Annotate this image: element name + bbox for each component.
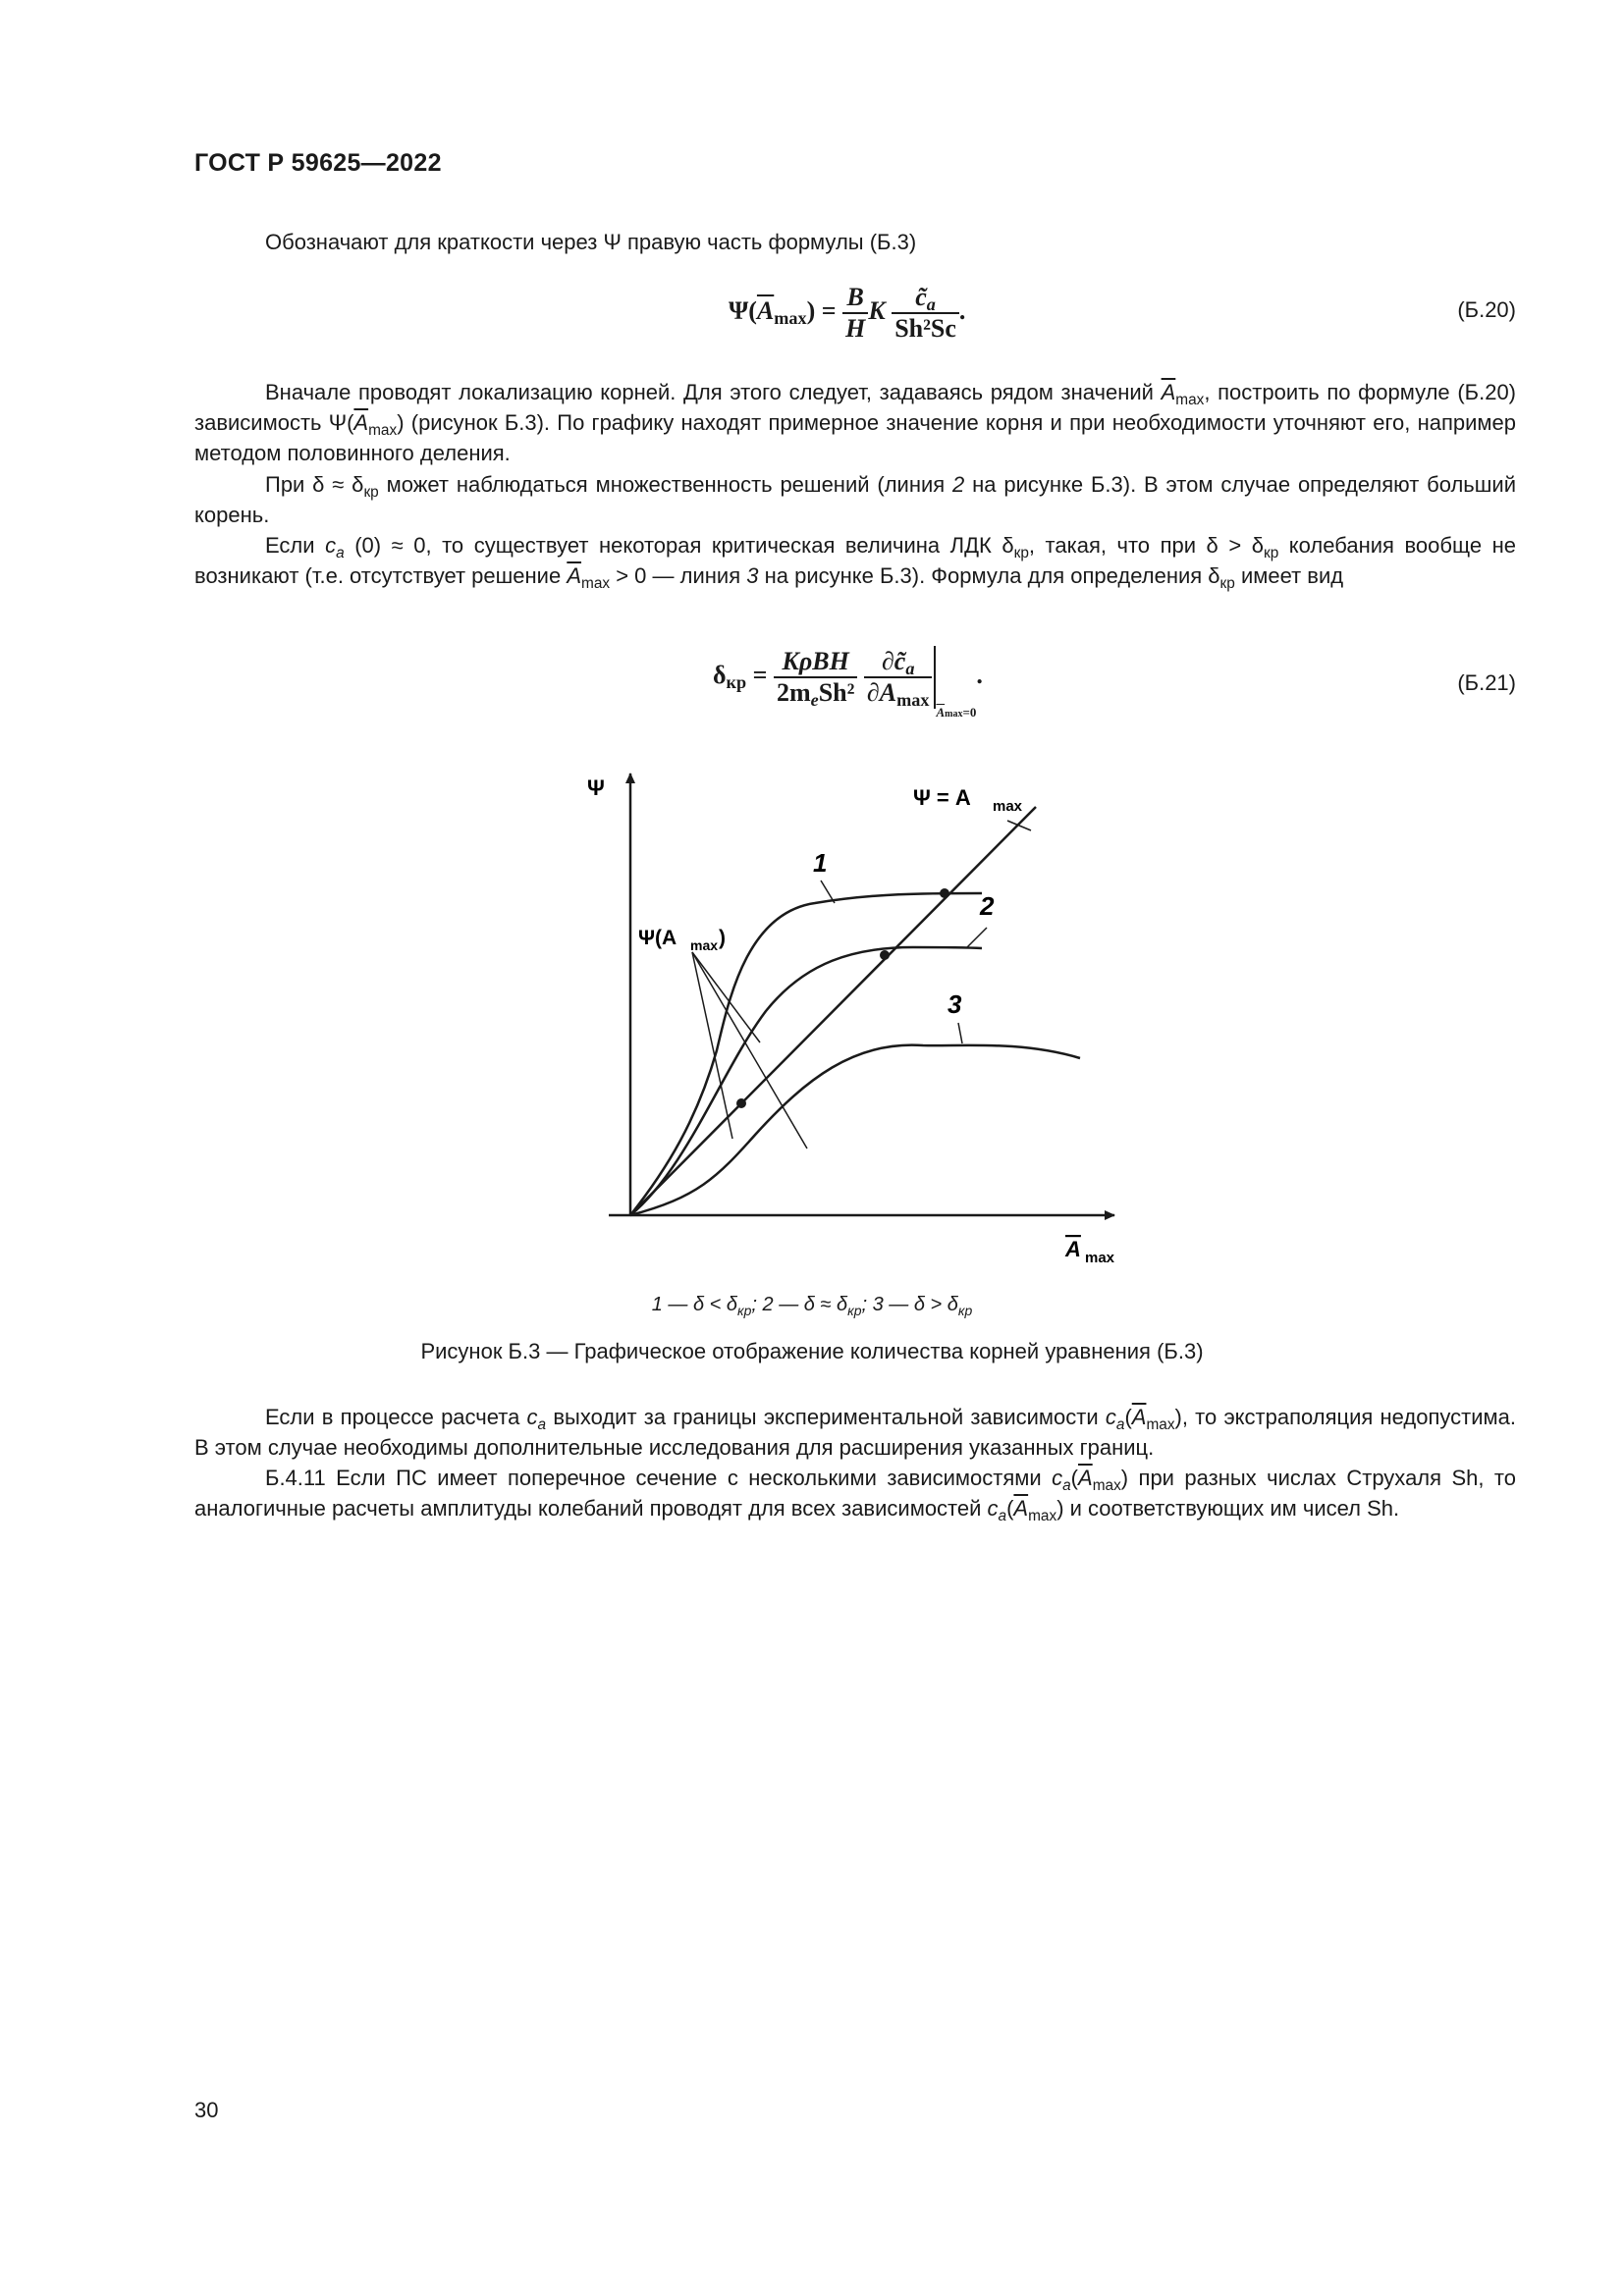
eq21-eq: = bbox=[746, 660, 768, 689]
p6-var3-sub: a bbox=[998, 1508, 1007, 1524]
p3-text-a: При δ ≈ δ bbox=[265, 472, 364, 497]
x-axis-sub: max bbox=[1085, 1250, 1115, 1266]
eq21-lhs: δ bbox=[713, 660, 727, 689]
leader-to-curve-3 bbox=[692, 952, 807, 1148]
p6-var: c bbox=[1052, 1466, 1063, 1490]
p6-var3: c bbox=[987, 1496, 999, 1521]
curve-1 bbox=[630, 893, 982, 1215]
eq21-frac1-den-b: Sh² bbox=[818, 678, 855, 707]
equation-b20 bbox=[729, 283, 965, 344]
eq20-frac2-num: c̃ bbox=[915, 283, 927, 311]
p2-text-a: Вначале проводят локализацию корней. Для этого следует, задаваясь рядом значений bbox=[265, 380, 1162, 404]
curve-number-3: 3 bbox=[947, 989, 962, 1019]
p5-var3: $\overline{A}$ bbox=[1131, 1405, 1147, 1429]
p4-var: c bbox=[325, 533, 337, 558]
p4-text-f: на рисунке Б.3). Формула для определения δ bbox=[758, 563, 1220, 588]
p3-text-b: может наблюдаться множественность решений (линия bbox=[378, 472, 953, 497]
eq20-rhs-open: ) = bbox=[806, 295, 837, 325]
p6-text-e: ) и соответствующих им чисел Sh. bbox=[1056, 1496, 1400, 1521]
leader-number-3 bbox=[958, 1023, 962, 1043]
p3-line-number: 2 bbox=[952, 472, 965, 497]
p4-text-e: > 0 — линия bbox=[610, 563, 747, 588]
p2-sub2: max bbox=[368, 422, 398, 439]
legend-s2: кр bbox=[847, 1303, 862, 1318]
paragraph-b4-11 bbox=[194, 1463, 1516, 1523]
eq20-lhs: Ψ( bbox=[729, 295, 757, 325]
curve-label-end: ) bbox=[719, 927, 726, 949]
eq21-frac2-den-sub: max bbox=[896, 690, 930, 710]
p2-sub: max bbox=[1175, 392, 1205, 408]
eq21-frac1-den-a: 2m bbox=[776, 678, 811, 707]
p5-var-sub: a bbox=[537, 1416, 547, 1433]
p5-sub: max bbox=[1146, 1416, 1175, 1433]
line-label: Ψ = A bbox=[913, 785, 971, 810]
document-header: ГОСТ Р 59625—2022 bbox=[194, 149, 442, 177]
eq21-frac1-den-sub: e bbox=[810, 690, 819, 710]
eq21-eval-var: $\overline{A}$ bbox=[936, 704, 946, 720]
eq20-var: $\overline{A}$ bbox=[756, 295, 775, 325]
y-axis-label: Ψ bbox=[587, 775, 605, 800]
paragraph-critical-value bbox=[194, 530, 1516, 591]
p4-text-b: (0) ≈ 0, то существует некоторая критическая величина ЛДК δ bbox=[344, 533, 1014, 558]
p5-text-c: ( bbox=[1124, 1405, 1132, 1429]
p4-text-c: , такая, что при δ > δ bbox=[1028, 533, 1264, 558]
eq21-lhs-sub: кр bbox=[726, 671, 747, 692]
figure-b3-graph bbox=[550, 756, 1139, 1286]
figure-caption: Рисунок Б.3 — Графическое отображение количества корней уравнения (Б.3) bbox=[420, 1339, 1204, 1363]
eq20-k: K bbox=[868, 295, 886, 325]
eq20-end: . bbox=[958, 295, 966, 325]
p6-text-c: ) при разных числах Струхаля Sh, то аналогичные расчеты амплитуды колебаний проводят для всех зависимостей bbox=[194, 1466, 1517, 1521]
eq21-eval-end: =0 bbox=[962, 704, 977, 720]
p4-sub4: кр bbox=[1219, 575, 1235, 592]
legend-a: 1 — δ < δ bbox=[651, 1294, 737, 1315]
eq21-eval-sub: max bbox=[945, 708, 963, 720]
p5-text-b: выходит за границы экспериментальной зависимости bbox=[546, 1405, 1106, 1429]
p4-line-number: 3 bbox=[746, 563, 759, 588]
p6-text-d: ( bbox=[1006, 1496, 1014, 1521]
curve-label-sub: max bbox=[690, 937, 719, 953]
eq21-eval-point bbox=[936, 705, 976, 721]
p5-text-a: Если в процессе расчета bbox=[265, 1405, 527, 1429]
line-label-sub: max bbox=[993, 798, 1023, 815]
equation-b21 bbox=[713, 646, 983, 721]
p4-var2: $\overline{A}$ bbox=[567, 563, 582, 588]
p3-sub: кр bbox=[363, 484, 379, 501]
eq20-sub: max bbox=[774, 307, 807, 328]
root-point-curve-2-lower bbox=[736, 1098, 746, 1108]
legend-s3: кр bbox=[957, 1303, 973, 1318]
eq20-fraction-b-h bbox=[842, 283, 868, 344]
curve-2 bbox=[630, 947, 982, 1215]
legend-c: ; 3 — δ > δ bbox=[861, 1294, 958, 1315]
eq21-fraction-2 bbox=[864, 647, 933, 708]
eq21-end: . bbox=[976, 660, 983, 689]
equation-number-b21: (Б.21) bbox=[1457, 670, 1516, 695]
curve-3 bbox=[630, 1045, 1080, 1215]
p4-text-a: Если bbox=[265, 533, 326, 558]
p6-var2: $\overline{A}$ bbox=[1078, 1466, 1093, 1490]
p2-var2: $\overline{A}$ bbox=[353, 410, 369, 435]
leader-number-2 bbox=[967, 928, 987, 947]
p4-text-d: колебания вообще не возникают (т.е. отсутствует решение bbox=[194, 533, 1516, 588]
legend-b: ; 2 — δ ≈ δ bbox=[751, 1294, 848, 1315]
curve-number-1: 1 bbox=[813, 848, 828, 878]
line-psi-equals-a bbox=[630, 807, 1036, 1215]
paragraph-localization bbox=[194, 377, 1516, 468]
p2-text-b: , построить по формуле (Б.20) зависимость Ψ( bbox=[194, 380, 1517, 435]
eq21-frac1-num: KρBH bbox=[782, 647, 849, 675]
p4-var-sub: a bbox=[336, 545, 345, 561]
p6-sub: max bbox=[1092, 1477, 1121, 1494]
p5-var2: c bbox=[1105, 1405, 1116, 1429]
eq21-eval-bar bbox=[934, 646, 936, 709]
x-axis-label: A bbox=[1065, 1237, 1081, 1261]
p5-text-d: ), то экстраполяция недопустима. В этом случае необходимы дополнительные исследования для расширения указанных границ. bbox=[194, 1405, 1516, 1460]
p6-text-b: ( bbox=[1070, 1466, 1078, 1490]
p6-var-sub: a bbox=[1062, 1477, 1071, 1494]
leader-number-1 bbox=[821, 881, 835, 903]
p6-var4: $\overline{A}$ bbox=[1013, 1496, 1029, 1521]
p4-sub3: max bbox=[581, 575, 611, 592]
eq21-frac2-den: ∂A bbox=[866, 678, 897, 707]
p6-sub2: max bbox=[1028, 1508, 1057, 1524]
root-point-curve-2 bbox=[880, 950, 890, 960]
eq20-frac2-num-sub: a bbox=[926, 294, 936, 314]
p2-text-c: ) (рисунок Б.3). По графику находят примерное значение корня и при необходимости уточняют его, например методом половинного деления. bbox=[194, 410, 1516, 465]
root-point-curve-1 bbox=[940, 888, 949, 898]
paragraph-extrapolation bbox=[194, 1402, 1516, 1463]
equation-number-b20: (Б.20) bbox=[1457, 297, 1516, 322]
paragraph-intro: Обозначают для краткости через Ψ правую часть формулы (Б.3) bbox=[265, 230, 917, 254]
eq21-frac2-num-sub: a bbox=[905, 659, 915, 678]
eq20-fraction-c-sh bbox=[892, 283, 959, 344]
p6-text-a: Б.4.11 Если ПС имеет поперечное сечение с несколькими зависимостями bbox=[265, 1466, 1053, 1490]
p4-sub1: кр bbox=[1013, 545, 1029, 561]
p2-var: $\overline{A}$ bbox=[1161, 380, 1176, 404]
paragraph-multiple-solutions bbox=[194, 469, 1516, 530]
p4-sub2: кр bbox=[1263, 545, 1279, 561]
p4-text-g: имеет вид bbox=[1234, 563, 1344, 588]
eq21-fraction-1 bbox=[774, 647, 857, 708]
legend-s1: кр bbox=[737, 1303, 752, 1318]
eq20-frac1-den: H bbox=[845, 314, 866, 343]
eq20-frac1-num: B bbox=[846, 283, 864, 311]
eq21-frac2-num: ∂c̃ bbox=[881, 647, 906, 675]
p5-var2-sub: a bbox=[1115, 1416, 1125, 1433]
p5-var: c bbox=[526, 1405, 538, 1429]
curve-label: Ψ(A bbox=[638, 927, 677, 949]
page-number: 30 bbox=[194, 2098, 219, 2122]
curve-number-2: 2 bbox=[980, 891, 995, 921]
p3-text-c: на рисунке Б.3). В этом случае определяют больший корень. bbox=[194, 472, 1516, 527]
eq20-frac2-den: Sh²Sc bbox=[894, 314, 956, 343]
figure-legend bbox=[0, 1294, 1624, 1316]
